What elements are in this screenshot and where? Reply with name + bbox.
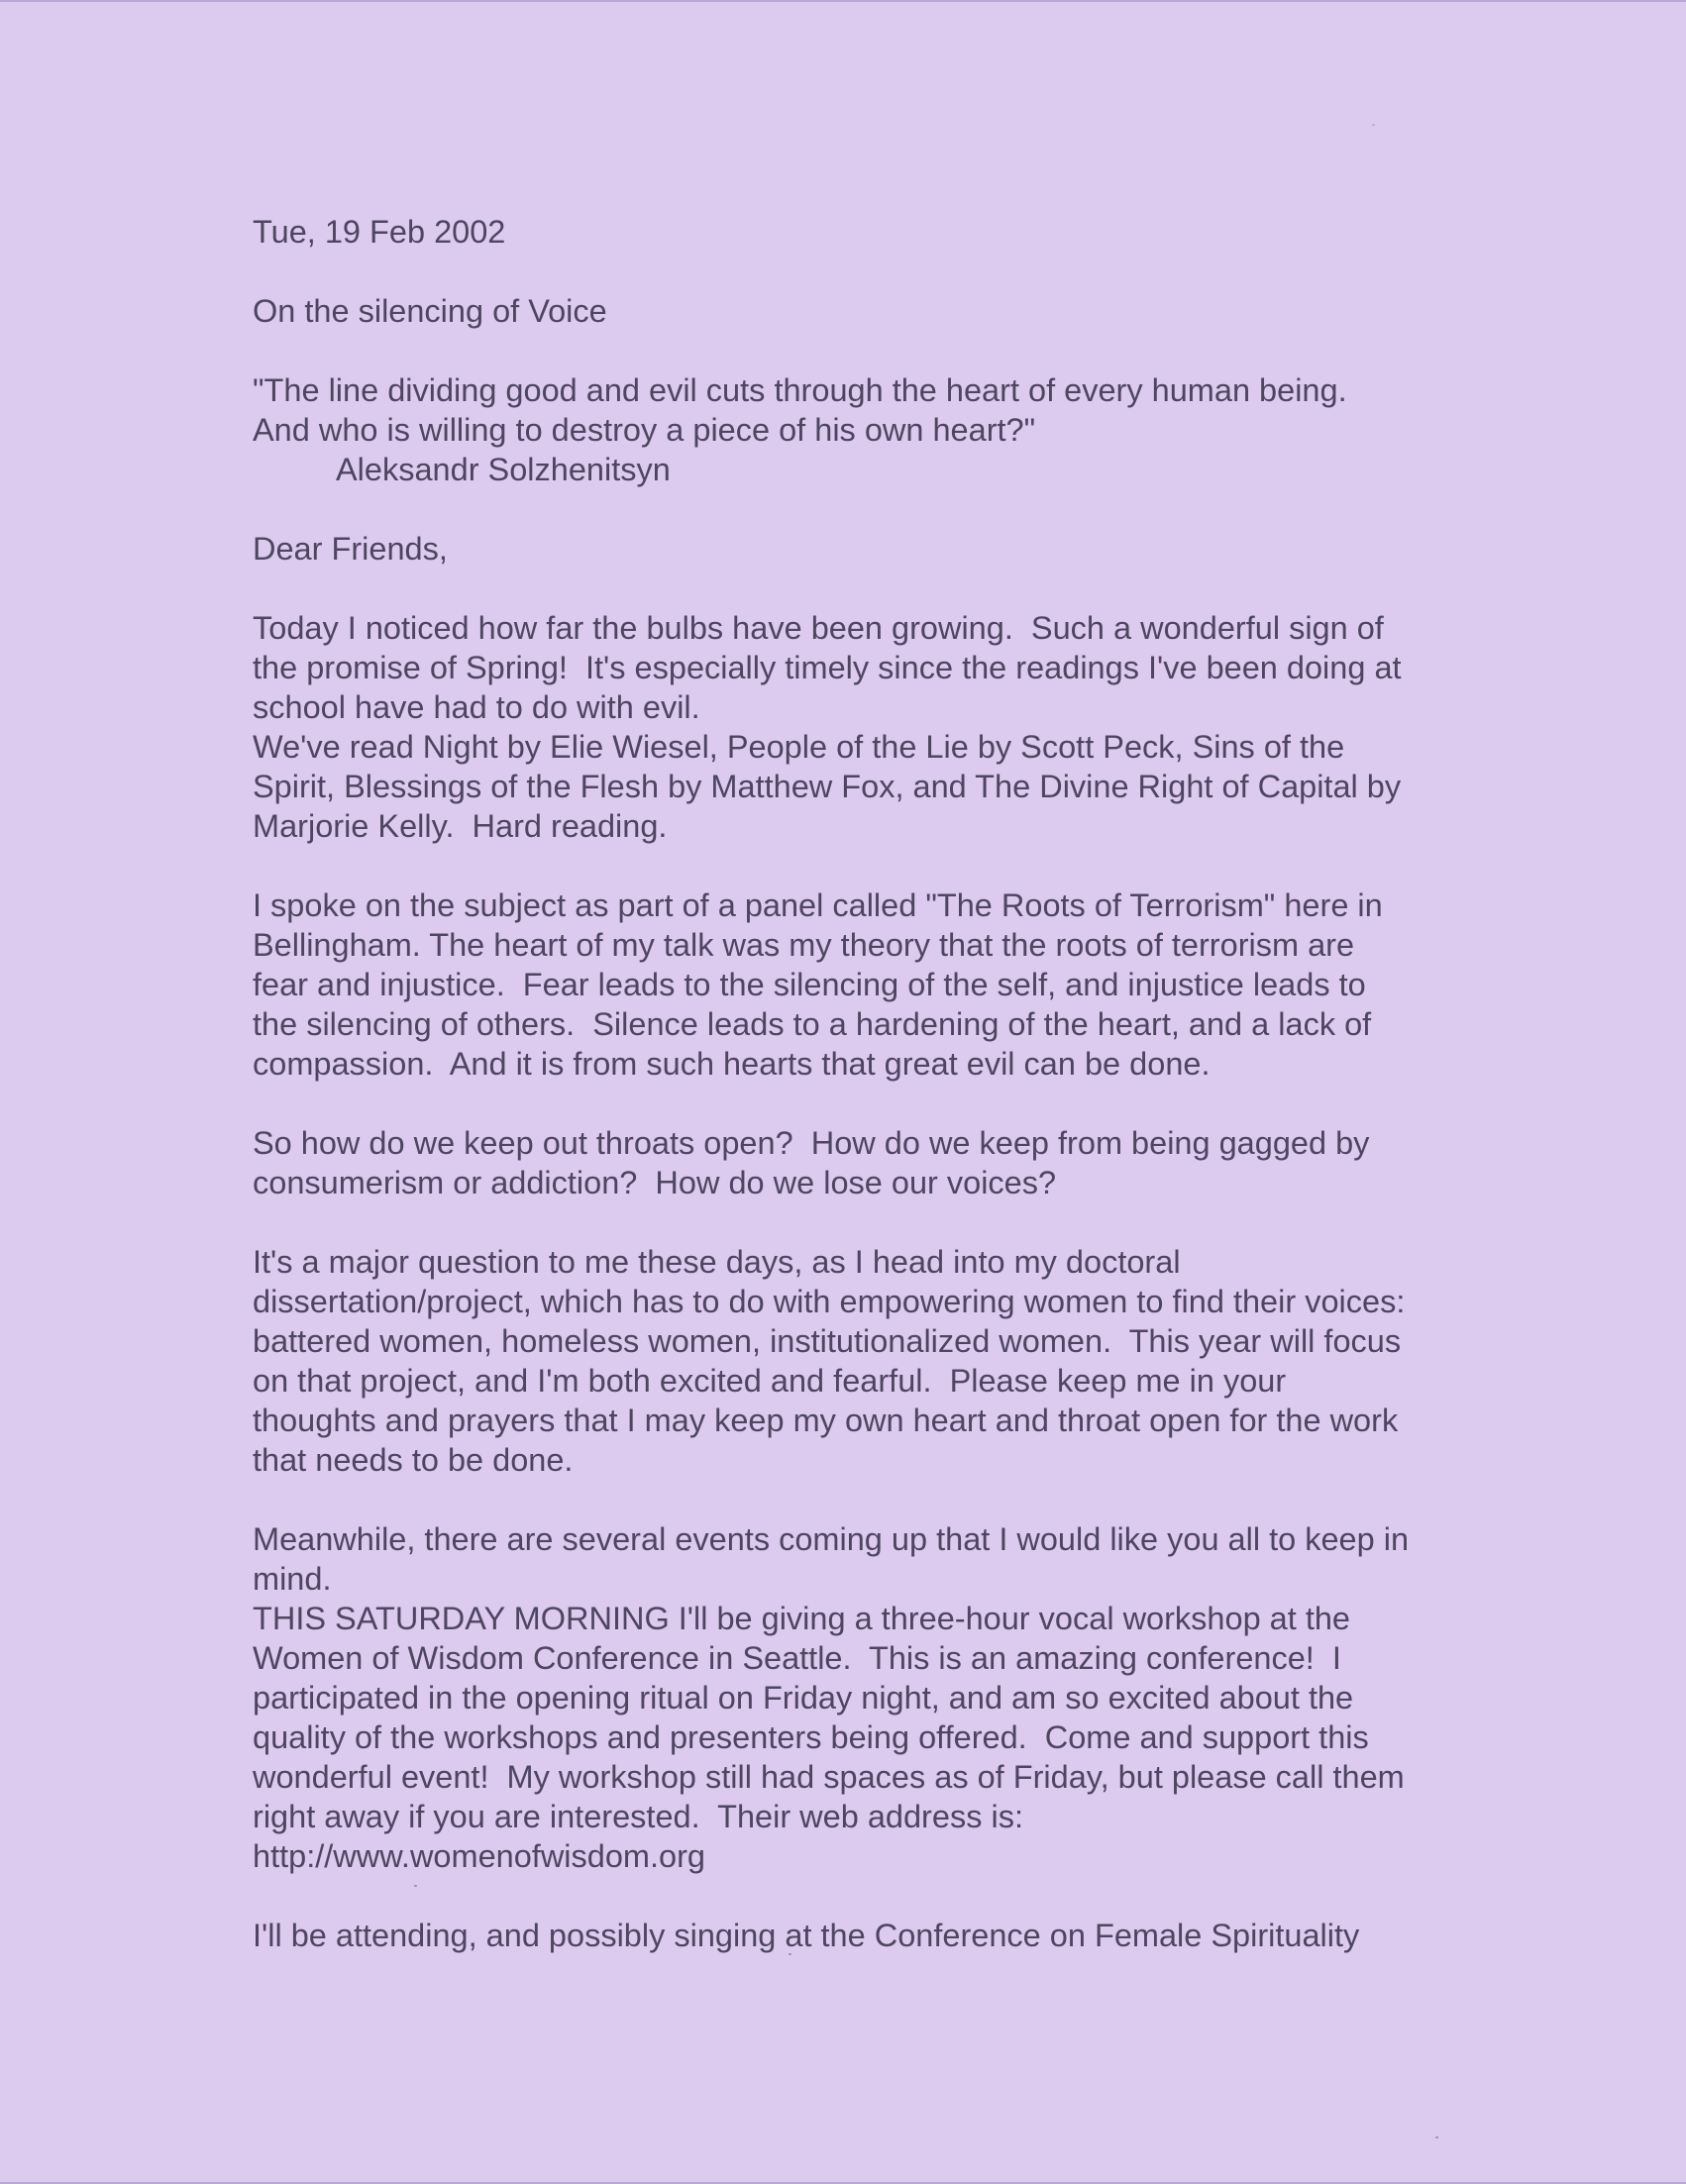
letter-title: On the silencing of Voice [253, 293, 607, 329]
text-line: the silencing of others. Silence leads to a hardening of the heart, and a lack of [253, 1006, 1372, 1042]
letter-body [253, 212, 1540, 1955]
text-line: right away if you are interested. Their web address is: [253, 1799, 1023, 1834]
salutation: Dear Friends, [253, 531, 448, 567]
epigraph-quote [253, 370, 1540, 489]
text-line: I spoke on the subject as part of a panel called "The Roots of Terrorism" here in [253, 887, 1383, 923]
text-line: Spirit, Blessings of the Flesh by Matthew Fox, and The Divine Right of Capital by [253, 769, 1402, 804]
paragraph-bulbs-readings [253, 608, 1540, 846]
quote-author: Aleksandr Solzhenitsyn [336, 452, 671, 487]
paper-speck [789, 1953, 791, 1955]
text-line: I'll be attending, and possibly singing at the Conference on Female Spirituality [253, 1918, 1360, 1953]
text-line: THIS SATURDAY MORNING I'll be giving a three-hour vocal workshop at the [253, 1601, 1350, 1636]
paragraph-female-spirituality [253, 1916, 1540, 1955]
text-line: mind. [253, 1561, 332, 1597]
paragraph-events [253, 1519, 1540, 1876]
paper-speck [1435, 2136, 1438, 2138]
text-line: compassion. And it is from such hearts that great evil can be done. [253, 1046, 1211, 1082]
text-line: participated in the opening ritual on Friday night, and am so excited about the [253, 1680, 1354, 1716]
text-line: Today I noticed how far the bulbs have been growing. Such a wonderful sign of [253, 610, 1384, 646]
text-line: on that project, and I'm both excited and fearful. Please keep me in your [253, 1363, 1287, 1399]
text-line: battered women, homeless women, institutionalized women. This year will focus [253, 1323, 1402, 1359]
paper-speck [414, 1885, 417, 1887]
text-line: It's a major question to me these days, as I head into my doctoral [253, 1244, 1181, 1280]
text-line: thoughts and prayers that I may keep my own heart and throat open for the work [253, 1403, 1399, 1438]
text-line: Meanwhile, there are several events coming up that I would like you all to keep in [253, 1521, 1410, 1557]
text-line: that needs to be done. [253, 1442, 574, 1478]
text-line: Women of Wisdom Conference in Seattle. This is an amazing conference! I [253, 1640, 1341, 1676]
text-line: the promise of Spring! It's especially timely since the readings I've been doing at [253, 650, 1402, 685]
paragraph-throats-open [253, 1123, 1540, 1202]
text-line: wonderful event! My workshop still had spaces as of Friday, but please call them [253, 1759, 1405, 1795]
text-line: We've read Night by Elie Wiesel, People of the Lie by Scott Peck, Sins of the [253, 729, 1345, 765]
quote-line: "The line dividing good and evil cuts through the heart of every human being. [253, 372, 1347, 408]
letter-date: Tue, 19 Feb 2002 [253, 214, 506, 250]
web-address: http://www.womenofwisdom.org [253, 1838, 705, 1874]
text-line: quality of the workshops and presenters being offered. Come and support this [253, 1719, 1369, 1755]
paragraph-roots-of-terrorism [253, 885, 1540, 1084]
text-line: fear and injustice. Fear leads to the silencing of the self, and injustice leads to [253, 967, 1366, 1002]
paper-speck [1372, 124, 1375, 126]
text-line: dissertation/project, which has to do with empowering women to find their voices: [253, 1284, 1406, 1319]
quote-line: And who is willing to destroy a piece of his own heart?" [253, 412, 1036, 448]
text-line: consumerism or addiction? How do we lose our voices? [253, 1165, 1057, 1200]
text-line: Marjorie Kelly. Hard reading. [253, 808, 668, 844]
text-line: So how do we keep out throats open? How do we keep from being gagged by [253, 1125, 1370, 1161]
text-line: Bellingham. The heart of my talk was my theory that the roots of terrorism are [253, 927, 1355, 963]
paragraph-dissertation [253, 1242, 1540, 1480]
text-line: school have had to do with evil. [253, 689, 700, 725]
